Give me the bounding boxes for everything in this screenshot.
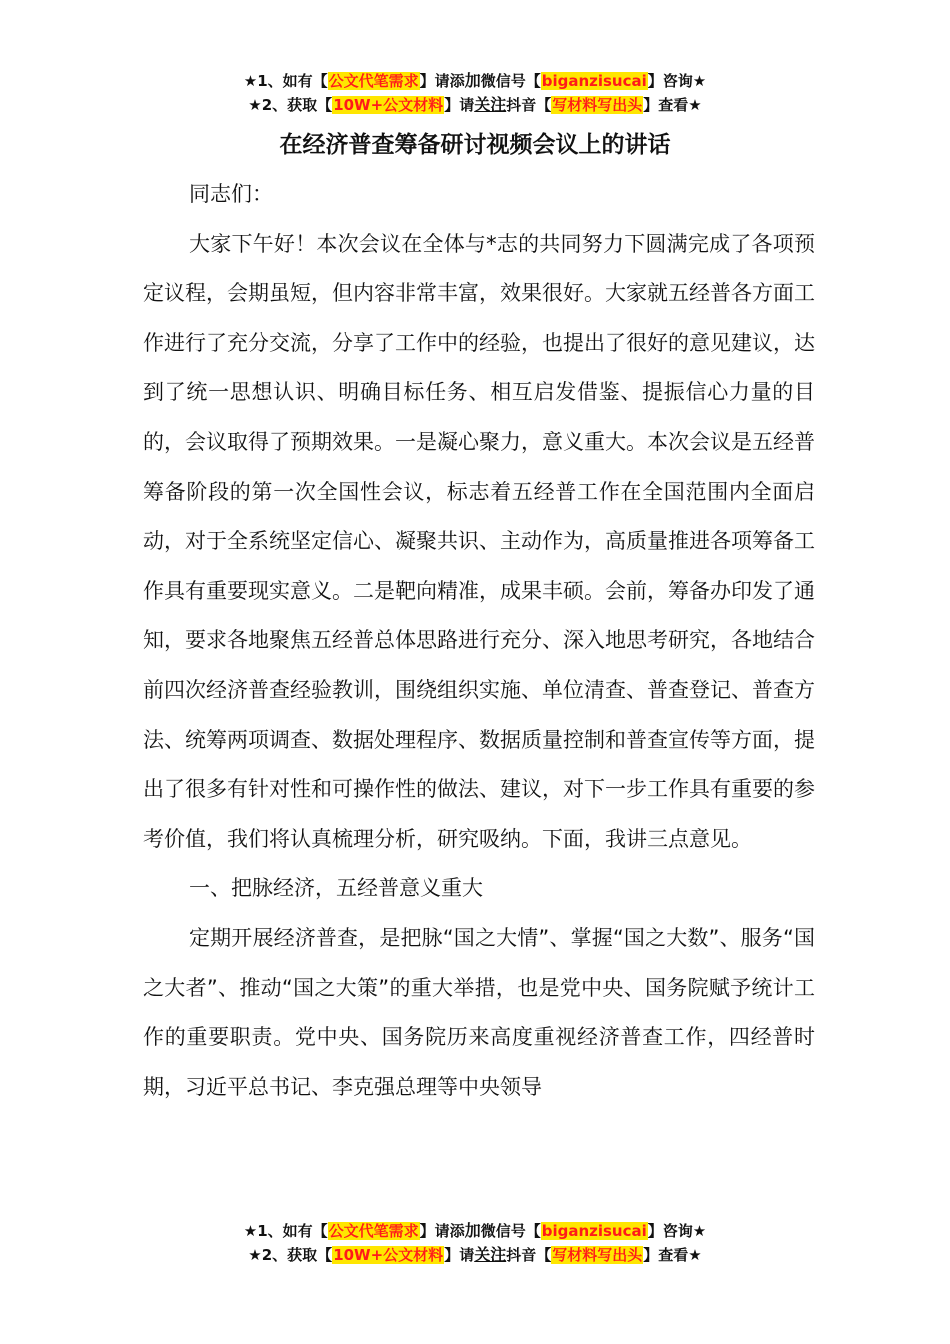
promo-text: 抖音【 — [506, 1246, 552, 1264]
promo-highlight: 10W+公文材料 — [333, 1246, 444, 1264]
promo-text: 】查看★ — [643, 96, 702, 114]
promo-highlight: 10W+公文材料 — [333, 96, 444, 114]
promo-text: 关注 — [474, 95, 507, 114]
promo-line-2 — [0, 1243, 950, 1267]
promo-text: 加 — [464, 1221, 481, 1240]
paragraph: 定期开展经济普查，是把脉“国之大情”、掌握“国之大数”、服务“国之大者”、推动“国之大策”的重大举措，也是党中央、国务院赋予统计工作的重要职责。党中央、国务院历来高度重视经济普查工作，四经普时期，习近平总书记、李克强总理等中央领导 — [143, 925, 815, 1099]
promo-text: ★1、如有【 — [243, 1222, 328, 1240]
promo-highlight: 公文代笔需求 — [328, 72, 419, 90]
promo-douyin-id: 写材料写出头 — [552, 1246, 643, 1264]
promo-line-2 — [0, 93, 950, 117]
promo-banner-bottom — [0, 1219, 950, 1267]
promo-text: 】查看★ — [643, 1246, 702, 1264]
promo-text: 微信号【 — [480, 72, 541, 90]
section-heading: 一、把脉经济，五经普意义重大 — [189, 876, 483, 901]
promo-text: ★2、获取【 — [248, 1246, 333, 1264]
document-body — [143, 170, 815, 1112]
promo-text: 】咨询★ — [647, 1222, 707, 1240]
promo-text: 微信号【 — [480, 1222, 541, 1240]
salutation: 同志们： — [189, 182, 273, 206]
promo-line-1 — [0, 69, 950, 93]
promo-text: 】请 — [444, 1246, 475, 1264]
promo-text: ★2、获取【 — [248, 96, 333, 114]
promo-banner-top — [0, 69, 950, 117]
promo-text: 】请 — [444, 96, 475, 114]
promo-text: 】咨询★ — [647, 72, 707, 90]
promo-text: ★1、如有【 — [243, 72, 328, 90]
promo-line-1 — [0, 1219, 950, 1243]
paragraph: 大家下午好！本次会议在全体与*志的共同努力下圆满完成了各项预定议程，会期虽短，但内容非常丰富，效果很好。大家就五经普各方面工作进行了充分交流，分享了工作中的经验，也提出了很好的意见建议，达到了统一思想认识、明确目标任务、相互启发借鉴、提振信心力量的目的，会议取得了预期效果。一是凝心聚力，意义重大。本次会议是五经普筹备阶段的第一次全国性会议，标志着五经普工作在全国范围内全面启动，对于全系统坚定信心、凝聚共识、主动作为，高质量推进各项筹备工作具有重要现实意义。二是靶向精准，成果丰硕。会前，筹备办印发了通知，要求各地聚焦五经普总体思路进行充分、深入地思考研究，各地结合前四次经济普查经验教训，围绕组织实施、单位清查、普查登记、普查方法、统筹两项调查、数据处理程序、数据质量控制和普查宣传等方面，提出了很多有针对性和可操作性的做法、建议，对下一步工作具有重要的参考价值，我们将认真梳理分析，研究吸纳。下面，我讲三点意见。 — [143, 231, 815, 851]
document-title: 在经济普查筹备研讨视频会议上的讲话 — [279, 132, 671, 158]
promo-text: 】请添 — [419, 72, 465, 90]
promo-text: 关注 — [474, 1245, 507, 1264]
promo-wechat-id: biganzisucai — [541, 72, 647, 90]
promo-douyin-id: 写材料写出头 — [552, 96, 643, 114]
promo-text: 抖音【 — [506, 96, 552, 114]
promo-wechat-id: biganzisucai — [541, 1222, 647, 1240]
promo-highlight: 公文代笔需求 — [328, 1222, 419, 1240]
promo-text: 加 — [464, 71, 481, 90]
promo-text: 】请添 — [419, 1222, 465, 1240]
